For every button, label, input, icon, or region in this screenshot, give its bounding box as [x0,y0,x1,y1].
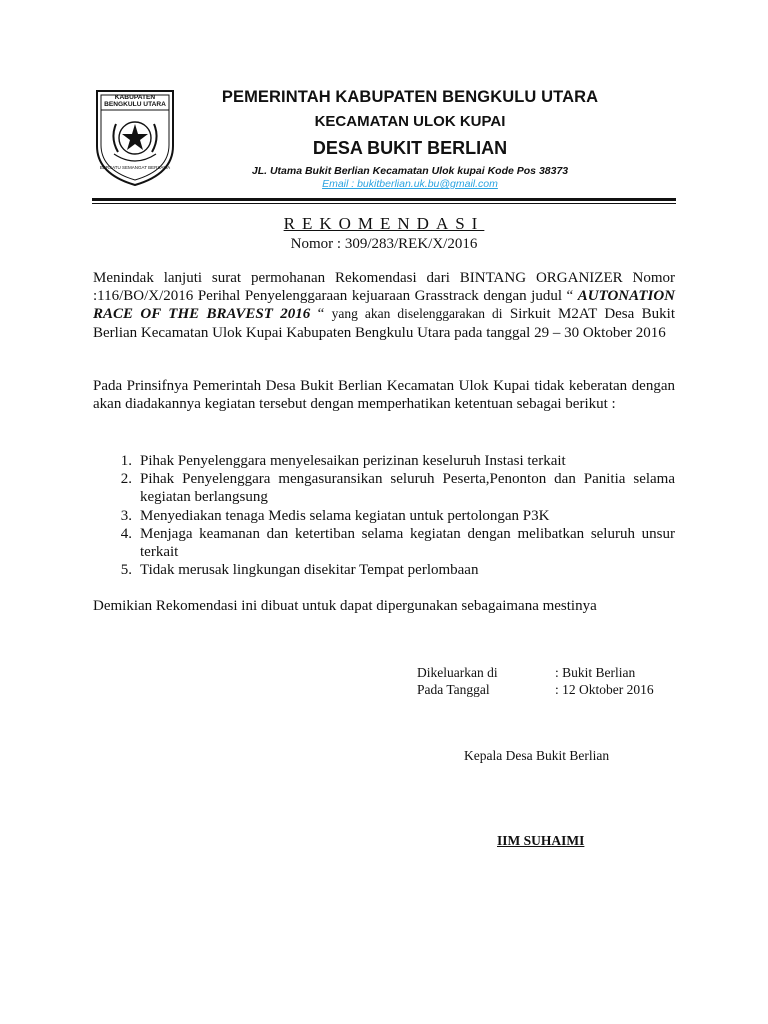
logo-motto: BERSATU SEMANGAT BERSAMA [99,165,171,170]
district-title: KECAMATAN ULOK KUPAI [314,113,506,130]
letterhead [190,86,630,191]
list-item [93,525,675,561]
issued-date-row [417,681,654,698]
list-item-number: 4. [120,525,132,542]
office-address: JL. Utama Bukit Berlian Kecamatan Ulok kupai Kode Pos 38373 [251,165,569,177]
list-item-number: 3. [120,507,132,524]
letterhead-divider-thin [92,203,676,204]
list-item-number: 1. [120,453,132,469]
list-item [93,470,675,506]
list-item-number: 5. [120,562,132,579]
signer-position: Kepala Desa Bukit Berlian [464,748,610,763]
list-item-text: Tidak merusak lingkungan disekitar Tempat perlombaan [140,562,479,579]
conditions-list [93,452,675,579]
letterhead-divider-thick [92,198,676,201]
paragraph-request-text: Menindak lanjuti surat permohanan Rekomendasi dari BINTANG ORGANIZER Nomor :116/BO/X/2016 Perihal Penyelenggaraan kejuaraan Grasstrack dengan judul “ [93,270,675,305]
list-item-text: Pihak Penyelenggara menyelesaikan perizinan keseluruh Instasi terkait [140,453,566,469]
issued-place-row [417,664,635,681]
list-item-number: 2. [120,471,132,488]
signer-name: IIM SUHAIMI [497,833,585,848]
issued-place-label: Dikeluarkan di [417,665,498,680]
list-item-text: Pihak Penyelenggara mengasuransikan seluruh Peserta,Penonton dan Panitia selama kegiatan berlangsung [140,471,675,506]
list-item-text: Menjaga keamanan dan ketertiban selama kegiatan dengan melibatkan seluruh unsur terkait [140,525,675,561]
issued-date-label: Pada Tanggal [417,682,490,697]
logo-caption-mid: BENGKULU UTARA [104,101,166,108]
document-number: Nomor : 309/283/REK/X/2016 [290,236,478,252]
list-item-text: Menyediakan tenaga Medis selama kegiatan untuk pertolongan P3K [140,507,550,524]
issued-date-value: : 12 Oktober 2016 [555,682,654,697]
office-email-link[interactable]: Email : bukitberlian.uk.bu@gmail.com [322,178,498,190]
quote-close: “ [310,306,332,323]
regency-logo [94,88,176,188]
paragraph-request-small: yang akan diselenggarakan di [331,306,503,322]
paragraph-principle: Pada Prinsifnya Pemerintah Desa Bukit Berlian Kecamatan Ulok Kupai tidak keberatan dengan akan diadakannya kegiatan tersebut dengan memperhatikan ketentuan sebagai berikut : [93,378,675,413]
government-title: PEMERINTAH KABUPATEN BENGKULU UTARA [221,88,599,106]
paragraph-request [93,269,675,342]
logo-caption-top: KABUPATEN [114,94,156,101]
document-title: REKOMENDASI [283,214,485,233]
closing-statement: Demikian Rekomendasi ini dibuat untuk dapat dipergunakan sebagaimana mestinya [93,598,597,614]
village-title: DESA BUKIT BERLIAN [312,138,508,158]
issued-place-value: : Bukit Berlian [555,665,636,680]
event-name: AUTONATION RACE OF THE BRAVEST 2016 [93,288,675,323]
paragraph-request-tail: Sirkuit M2AT Desa Bukit Berlian Kecamatan Ulok Kupai Kabupaten Bengkulu Utara pada tanggal 29 – 30 Oktober 2016 [93,306,675,341]
list-item [93,507,675,525]
list-item [93,561,675,579]
list-item [93,452,675,470]
